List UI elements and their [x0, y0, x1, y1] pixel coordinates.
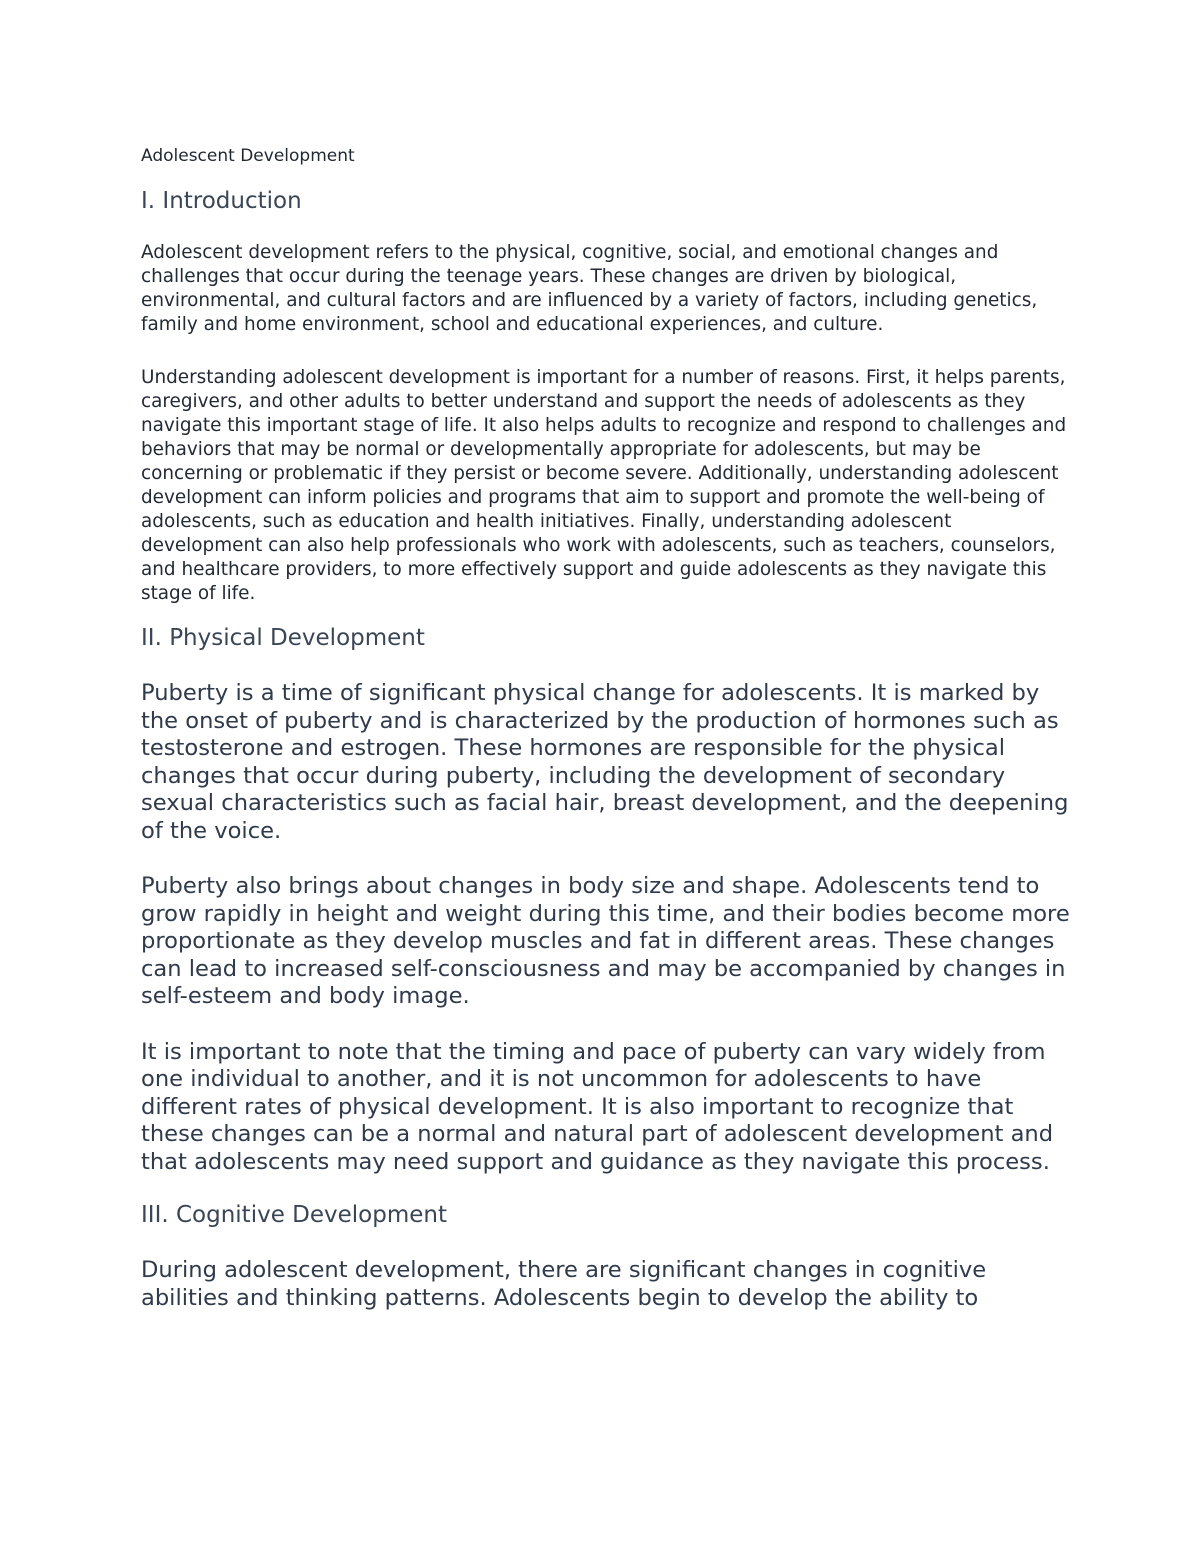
- physical-paragraph-1: Puberty is a time of significant physical change for adolescents. It is marked by the onset of puberty and is characterized by the production of hormones such as testosterone and estrogen. These hormones are responsible for the physical changes that occur during puberty, including the development of secondary sexual characteristics such as facial hair, breast development, and the deepening of the voice.: [141, 680, 1069, 844]
- section-heading-introduction: I. Introduction: [141, 188, 302, 214]
- introduction-paragraph-2: Understanding adolescent development is important for a number of reasons. First, it helps parents, caregivers, and other adults to better understand and support the needs of adolescents as they navigate this important stage of life. It also helps adults to recognize and respond to challenges and behaviors that may be normal or developmentally appropriate for adolescents, but may be concerning or problematic if they persist or become severe. Additionally, understanding adolescent development can inform policies and programs that aim to support and promote the well-being of adolescents, such as education and health initiatives. Finally, understanding adolescent development can also help professionals who work with adolescents, such as teachers, counselors, and healthcare providers, to more effectively support and guide adolescents as they navigate this stage of life.: [141, 367, 1067, 604]
- section-heading-physical-development: II. Physical Development: [141, 625, 425, 651]
- cognitive-paragraph-1: During adolescent development, there are significant changes in cognitive abilities and thinking patterns. Adolescents begin to develop the ability to: [141, 1257, 987, 1311]
- section-heading-cognitive-development: III. Cognitive Development: [141, 1202, 447, 1228]
- document-title: Adolescent Development: [141, 146, 355, 166]
- introduction-paragraph-1: Adolescent development refers to the physical, cognitive, social, and emotional changes and challenges that occur during the teenage years. These changes are driven by biological, environmental, and cultural factors and are influenced by a variety of factors, including genetics, family and home environment, school and educational experiences, and culture.: [141, 242, 1038, 335]
- physical-paragraph-3: It is important to note that the timing and pace of puberty can vary widely from one individual to another, and it is not uncommon for adolescents to have different rates of physical development. It is also important to recognize that these changes can be a normal and natural part of adolescent development and that adolescents may need support and guidance as they navigate this process.: [141, 1038, 1054, 1175]
- document-body: [141, 143, 1076, 1312]
- physical-paragraph-2: Puberty also brings about changes in body size and shape. Adolescents tend to grow rapidly in height and weight during this time, and their bodies become more proportionate as they develop muscles and fat in different areas. These changes can lead to increased self-consciousness and may be accompanied by changes in self-esteem and body image.: [141, 873, 1070, 1009]
